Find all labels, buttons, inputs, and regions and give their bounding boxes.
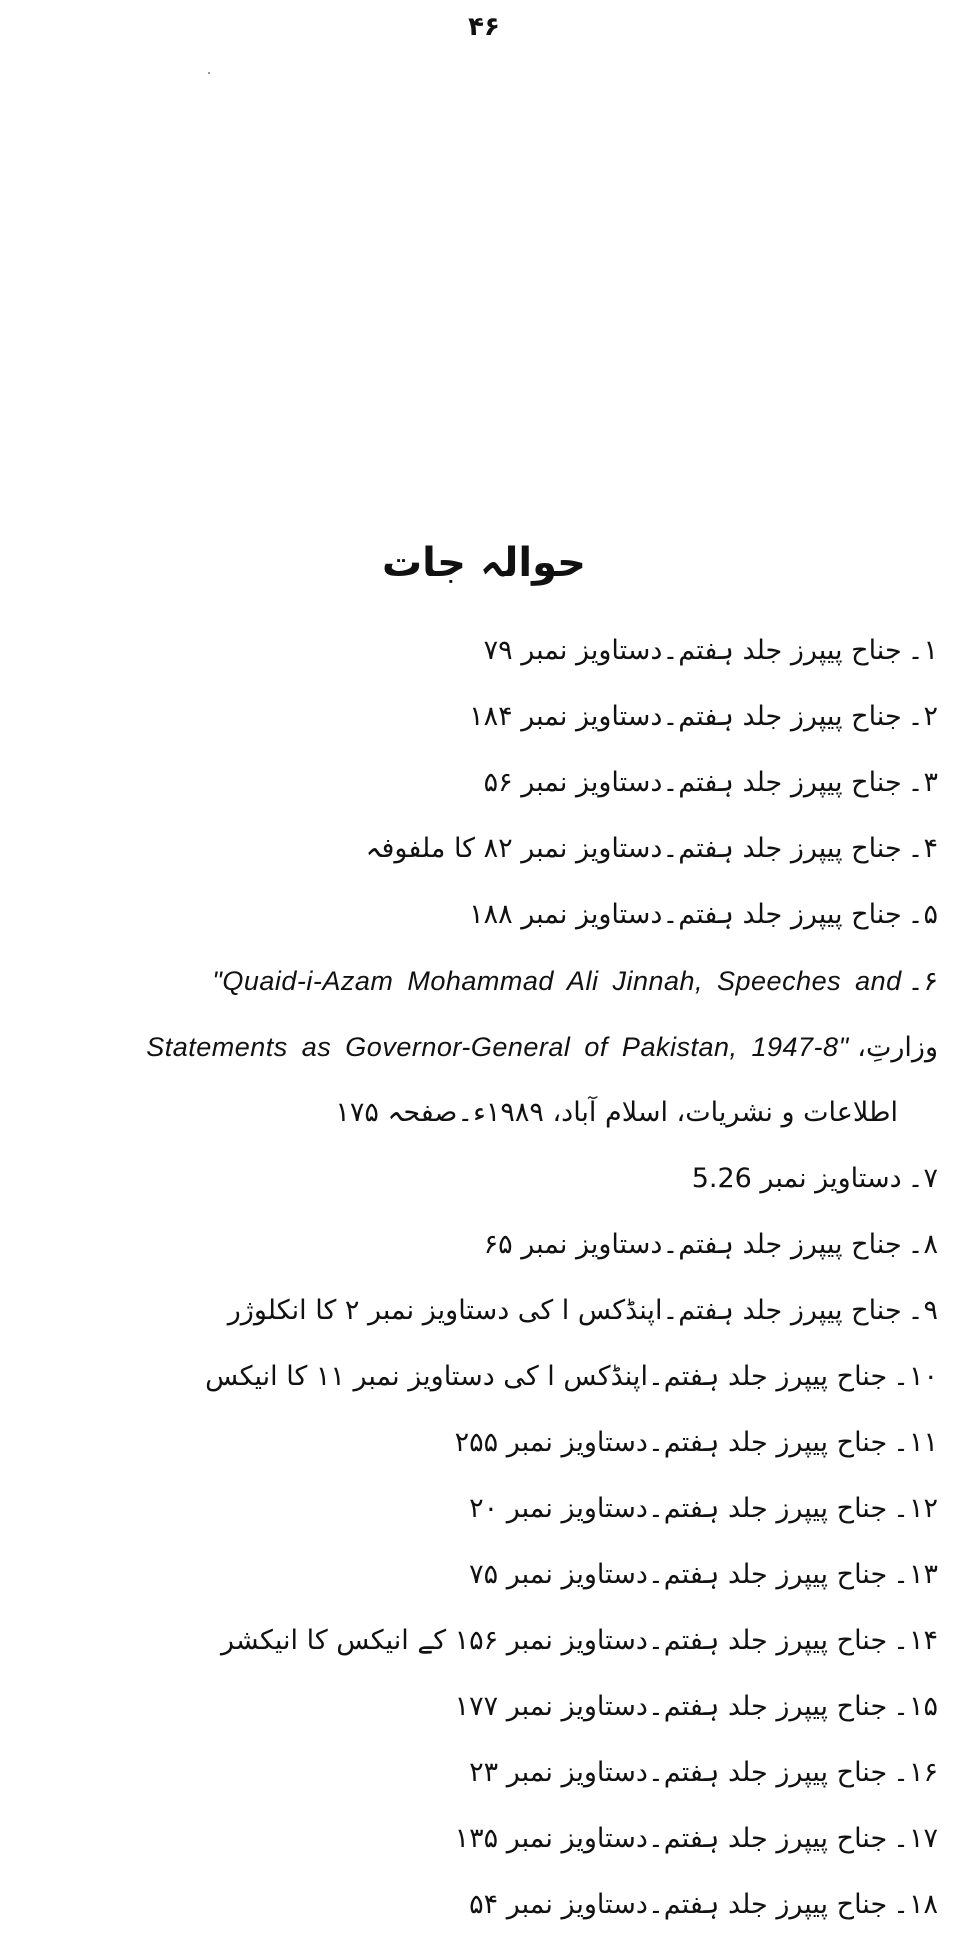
reference-number: ۱۵۔ <box>893 1691 938 1722</box>
reference-item <box>18 1212 938 1278</box>
reference-number: ۳۔ <box>907 767 938 798</box>
reference-number: ۷۔ <box>907 1163 938 1194</box>
reference-number: ۹۔ <box>907 1295 938 1326</box>
reference-number: ۱۔ <box>907 635 938 666</box>
reference-number: ۸۔ <box>907 1229 938 1260</box>
reference-ministry-prefix: وزارتِ، <box>848 1032 938 1063</box>
reference-text: جناح پیپرز جلد ہفتم۔دستاویز نمبر ۱۵۶ کے انیکس کا انیکشر <box>220 1625 888 1656</box>
page-number: ۴۶ <box>468 12 500 42</box>
reference-publisher: اطلاعات و نشریات، اسلام آباد، ۱۹۸۹ء۔صفحہ ۱۷۵ <box>335 1097 898 1128</box>
reference-text: جناح پیپرز جلد ہفتم۔دستاویز نمبر ۱۷۷ <box>454 1691 888 1722</box>
reference-item <box>18 1872 938 1938</box>
reference-item <box>18 1806 938 1872</box>
reference-item <box>18 1344 938 1410</box>
reference-item <box>18 816 938 882</box>
reference-number: ۱۱۔ <box>893 1427 938 1458</box>
reference-number: ۵۔ <box>907 899 938 930</box>
reference-continuation <box>18 1014 938 1080</box>
reference-item <box>18 1410 938 1476</box>
reference-number: ۶۔ <box>907 966 938 997</box>
reference-text: جناح پیپرز جلد ہفتم۔دستاویز نمبر ۱۳۵ <box>454 1823 888 1854</box>
reference-number: ۱۷۔ <box>893 1823 938 1854</box>
reference-item <box>18 1542 938 1608</box>
reference-number: ۱۴۔ <box>893 1625 938 1656</box>
reference-item <box>18 618 938 684</box>
reference-number: ۴۔ <box>907 833 938 864</box>
reference-item <box>18 1146 938 1212</box>
reference-text: جناح پیپرز جلد ہفتم۔دستاویز نمبر ۶۵ <box>483 1229 902 1260</box>
references-heading: حوالہ جات <box>381 540 587 586</box>
scan-speck <box>208 72 210 74</box>
reference-text: جناح پیپرز جلد ہفتم۔دستاویز نمبر ۱۸۴ <box>469 701 902 732</box>
reference-item <box>18 1674 938 1740</box>
reference-text: جناح پیپرز جلد ہفتم۔دستاویز نمبر ۲۳ <box>469 1757 888 1788</box>
reference-text: جناح پیپرز جلد ہفتم۔دستاویز نمبر ۱۸۸ <box>469 899 902 930</box>
reference-text: جناح پیپرز جلد ہفتم۔اپنڈکس ا کی دستاویز نمبر ۱۱ کا انیکس <box>205 1361 888 1392</box>
reference-text: جناح پیپرز جلد ہفتم۔دستاویز نمبر ۲۰ <box>469 1493 888 1524</box>
reference-item <box>18 948 938 1014</box>
reference-item <box>18 1608 938 1674</box>
reference-text: جناح پیپرز جلد ہفتم۔دستاویز نمبر ۵۴ <box>469 1889 888 1920</box>
reference-number: ۲۔ <box>907 701 938 732</box>
reference-number: ۱۶۔ <box>893 1757 938 1788</box>
reference-continuation <box>18 1080 938 1146</box>
reference-item <box>18 1740 938 1806</box>
reference-item <box>18 1278 938 1344</box>
reference-english-title-continued: Statements as Governor-General of Pakistan, 1947-8" <box>146 1032 849 1062</box>
reference-text: جناح پیپرز جلد ہفتم۔اپنڈکس ا کی دستاویز نمبر ۲ کا انکلوژر <box>227 1295 902 1326</box>
reference-item <box>18 882 938 948</box>
reference-item <box>18 1476 938 1542</box>
reference-number: ۱۰۔ <box>893 1361 938 1392</box>
reference-number: ۱۲۔ <box>893 1493 938 1524</box>
reference-text: جناح پیپرز جلد ہفتم۔دستاویز نمبر ۷۵ <box>469 1559 888 1590</box>
reference-text: جناح پیپرز جلد ہفتم۔دستاویز نمبر ۸۲ کا ملفوفہ <box>365 833 902 864</box>
reference-number: ۱۸۔ <box>893 1889 938 1920</box>
reference-english-title: "Quaid-i-Azam Mohammad Ali Jinnah, Speeches and <box>212 966 902 996</box>
reference-item <box>18 684 938 750</box>
references-list <box>18 618 938 1938</box>
reference-number: ۱۳۔ <box>893 1559 938 1590</box>
reference-text: جناح پیپرز جلد ہفتم۔دستاویز نمبر ۷۹ <box>483 635 902 666</box>
reference-item <box>18 750 938 816</box>
reference-text: دستاویز نمبر 5.26 <box>691 1163 902 1194</box>
reference-text: جناح پیپرز جلد ہفتم۔دستاویز نمبر ۵۶ <box>483 767 902 798</box>
reference-text: جناح پیپرز جلد ہفتم۔دستاویز نمبر ۲۵۵ <box>454 1427 888 1458</box>
